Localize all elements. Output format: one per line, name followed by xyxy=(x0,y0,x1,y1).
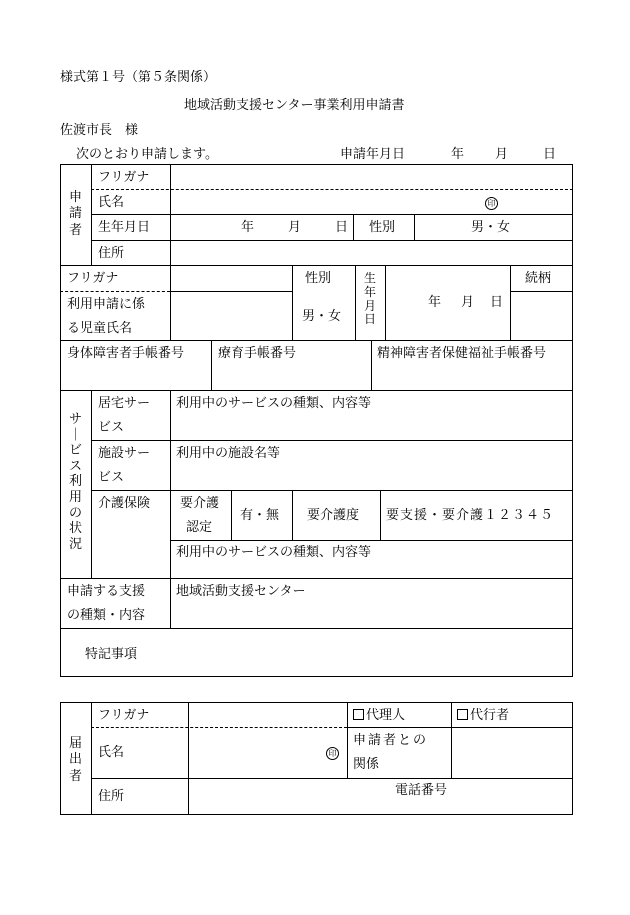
applicant-birth-month: 月 xyxy=(288,220,302,235)
applicant-sex-value: 男・女 xyxy=(471,220,511,235)
applicant-section-label: 申 請 者 xyxy=(68,190,82,238)
phone-label: 電話番号 xyxy=(395,783,448,798)
notifier-seal-mark: 印 xyxy=(326,746,339,760)
apply-date-year: 年 xyxy=(451,147,465,162)
form-number: 様式第１号（第５条関係） xyxy=(60,70,217,85)
applicant-birth-year: 年 xyxy=(241,220,255,235)
apply-date-month: 月 xyxy=(495,147,509,162)
applicant-sex-label: 性別 xyxy=(369,220,396,235)
home-service-detail: 利用中のサービスの種類、内容等 xyxy=(176,396,372,411)
applicant-address-label: 住所 xyxy=(98,246,125,261)
care-level-label: 要介護度 xyxy=(307,508,360,523)
request-label-1: 申請する支援 xyxy=(67,584,146,599)
care-cert-label-2: 認定 xyxy=(186,520,213,535)
applicant-birth-day: 日 xyxy=(335,220,349,235)
intro-text: 次のとおり申請します。 xyxy=(76,147,218,162)
apply-date-day: 日 xyxy=(543,147,557,162)
child-name-label-2: る児童氏名 xyxy=(67,321,133,336)
home-service-label-2: ビス xyxy=(98,420,125,435)
care-cert-label-1: 要介護 xyxy=(180,496,220,511)
mental-notebook-label: 精神障害者保健福祉手帳番号 xyxy=(377,346,547,361)
service-section-label: サ ｜ ビ ス 利 用 の 状 況 xyxy=(68,412,82,552)
facility-service-label-1: 施設サー xyxy=(98,446,151,461)
physical-notebook-label: 身体障害者手帳番号 xyxy=(67,346,185,361)
request-value: 地域活動支援センター xyxy=(176,584,306,599)
ryoiku-notebook-label: 療育手帳番号 xyxy=(218,346,297,361)
notifier-furigana-label: フリガナ xyxy=(98,708,150,723)
child-sex-label: 性別 xyxy=(305,271,332,286)
checkbox-icon xyxy=(457,709,468,720)
relation-label-1: 申請者との xyxy=(353,733,429,748)
notifier-address-label: 住所 xyxy=(98,789,125,804)
notifier-section-label: 届 出 者 xyxy=(68,736,82,784)
child-birth-year: 年 xyxy=(428,295,442,310)
notes-label: 特記事項 xyxy=(85,647,138,662)
care-level-value: 要支援・要介護１２３４５ xyxy=(386,508,555,523)
child-sex-value: 男・女 xyxy=(302,309,342,324)
notifier-name-label: 氏名 xyxy=(98,745,125,760)
request-label-2: の種類・内容 xyxy=(67,608,146,623)
facility-service-detail: 利用中の施設名等 xyxy=(176,446,281,461)
child-birth-month: 月 xyxy=(461,295,475,310)
child-furigana-label: フリガナ xyxy=(67,271,119,286)
applicant-birth-label: 生年月日 xyxy=(98,220,151,235)
applicant-name-label: 氏名 xyxy=(98,195,125,210)
agent-checkbox[interactable]: 代理人 xyxy=(353,709,405,722)
care-yes-no: 有・無 xyxy=(240,508,280,523)
applicant-furigana-label: フリガナ xyxy=(98,170,150,185)
apply-date-label: 申請年月日 xyxy=(340,147,406,162)
child-name-label-1: 利用申請に係 xyxy=(67,297,146,312)
home-service-label-1: 居宅サー xyxy=(98,396,151,411)
care-insurance-label: 介護保険 xyxy=(98,496,151,511)
child-birth-label: 生 年 月 日 xyxy=(363,271,376,327)
addressee: 佐渡市長 様 xyxy=(60,123,139,138)
seal-mark: 印 xyxy=(485,196,498,210)
care-service-detail: 利用中のサービスの種類、内容等 xyxy=(176,545,372,560)
facility-service-label-2: ビス xyxy=(98,470,125,485)
child-birth-day: 日 xyxy=(490,295,504,310)
proxy-checkbox[interactable]: 代行者 xyxy=(457,709,509,722)
child-relation-label: 続柄 xyxy=(525,271,552,286)
relation-label-2: 関係 xyxy=(353,757,380,772)
checkbox-icon xyxy=(353,709,364,720)
document-title: 地域活動支援センター事業利用申請書 xyxy=(184,98,405,113)
